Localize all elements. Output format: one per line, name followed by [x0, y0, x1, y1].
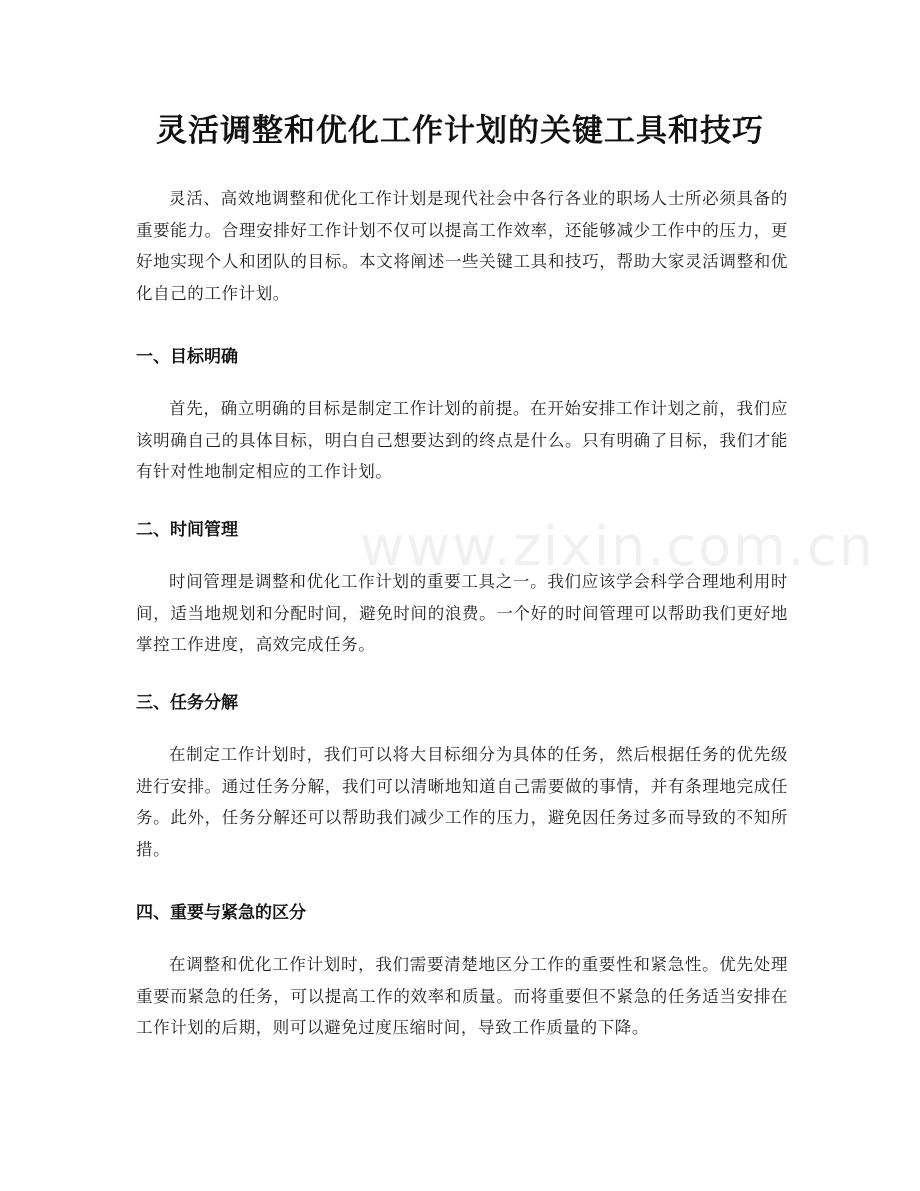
watermark-text: www.zixin.com.cn [360, 515, 875, 578]
section-body-time: 时间管理是调整和优化工作计划的重要工具之一。我们应该学会科学合理地利用时间，适当地规划和分配时间，避免时间的浪费。一个好的时间管理可以帮助我们更好地掌控工作进度，高效完成任务。 [136, 572, 788, 654]
page-title: 灵活调整和优化工作计划的关键工具和技巧 [156, 113, 764, 149]
intro-paragraph: 灵活、高效地调整和优化工作计划是现代社会中各行各业的职场人士所必须具备的重要能力。合理安排好工作计划不仅可以提高工作效率，还能够减少工作中的压力，更好地实现个人和团队的目标。本文将阐述一些关键工具和技巧，帮助大家灵活调整和优化自己的工作计划。 [136, 189, 788, 303]
section-heading-goal: 一、目标明确 [136, 347, 238, 367]
section-heading-tasks: 三、任务分解 [136, 693, 238, 713]
section-body-priority: 在调整和优化工作计划时，我们需要清楚地区分工作的重要性和紧急性。优先处理重要而紧急的任务，可以提高工作的效率和质量。而将重要但不紧急的任务适当安排在工作计划的后期，则可以避免过度压缩时间，导致工作质量的下降。 [136, 955, 788, 1037]
section-body-tasks: 在制定工作计划时，我们可以将大目标细分为具体的任务，然后根据任务的优先级进行安排。通过任务分解，我们可以清晰地知道自己需要做的事情，并有条理地完成任务。此外，任务分解还可以帮助我们减少工作的压力，避免因任务过多而导致的不知所措。 [136, 745, 788, 859]
section-heading-priority: 四、重要与紧急的区分 [136, 903, 306, 923]
section-body-goal: 首先，确立明确的目标是制定工作计划的前提。在开始安排工作计划之前，我们应该明确自己的具体目标，明白自己想要达到的终点是什么。只有明确了目标，我们才能有针对性地制定相应的工作计划。 [136, 399, 788, 481]
section-heading-time: 二、时间管理 [136, 520, 238, 540]
